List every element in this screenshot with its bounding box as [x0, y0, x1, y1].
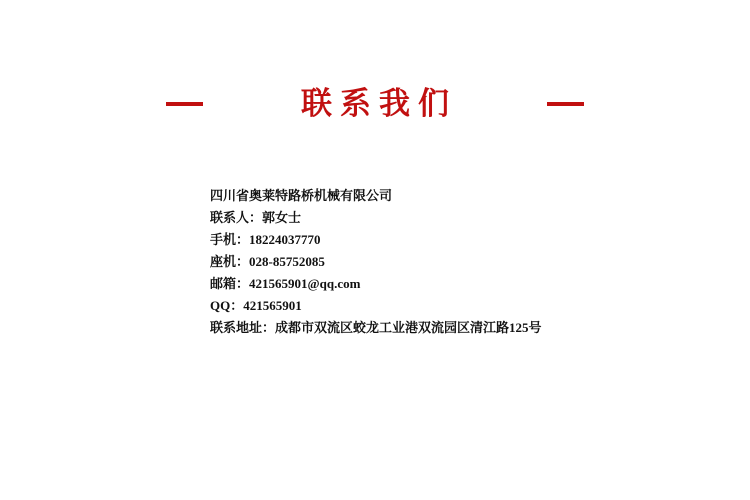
address-line [210, 317, 542, 339]
qq-line [210, 295, 542, 317]
qq-label: QQ： [210, 298, 244, 313]
contact-info [210, 185, 542, 339]
title-rule-left [166, 102, 203, 106]
page-title: 联系我们 [301, 86, 457, 121]
landline-line [210, 251, 542, 273]
contact-header [0, 84, 750, 124]
contact-person-value: 郭女士 [262, 210, 302, 225]
address-value: 成都市双流区蛟龙工业港双流园区清江路125号 [275, 320, 542, 335]
email-line [210, 273, 542, 295]
mobile-value: 18224037770 [249, 232, 321, 247]
contact-person-line [210, 207, 542, 229]
mobile-label: 手机： [210, 232, 250, 247]
address-label: 联系地址： [210, 320, 276, 335]
email-label: 邮箱： [210, 276, 250, 291]
company-name: 四川省奥莱特路桥机械有限公司 [210, 188, 393, 203]
contact-person-label: 联系人： [210, 210, 263, 225]
email-value: 421565901@qq.com [249, 276, 361, 291]
title-rule-right [547, 102, 584, 106]
qq-value: 421565901 [243, 298, 302, 313]
landline-value: 028-85752085 [249, 254, 325, 269]
mobile-line [210, 229, 542, 251]
landline-label: 座机： [210, 254, 250, 269]
